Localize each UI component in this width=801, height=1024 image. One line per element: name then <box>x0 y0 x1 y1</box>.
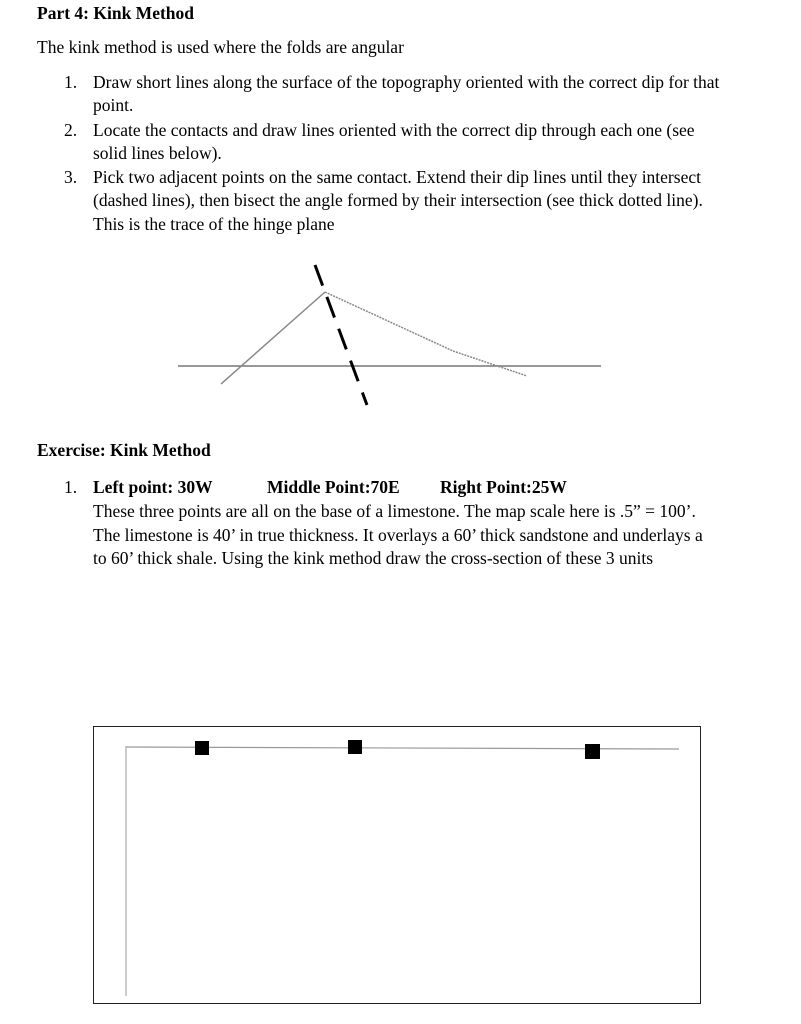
exercise-heading: Exercise: Kink Method <box>37 440 211 460</box>
exercise-cross-section-box <box>94 727 701 1004</box>
intro-text: The kink method is used where the folds are angular <box>37 37 404 57</box>
right-point-marker <box>585 744 600 759</box>
left-point-marker <box>195 741 209 755</box>
middle-point-marker <box>348 740 362 754</box>
exercise-number: 1. <box>64 477 78 497</box>
step-text: point. <box>93 95 134 115</box>
right-dip-dashed-line <box>325 292 527 376</box>
exercise-text: The limestone is 40’ in true thickness. It overlays a 60’ thick sandstone and underlays a <box>93 525 703 545</box>
section-heading: Part 4: Kink Method <box>37 3 195 23</box>
step-number: 1. <box>64 72 78 92</box>
step-text: Pick two adjacent points on the same contact. Extend their dip lines until they intersect <box>93 167 701 187</box>
exercise-text: These three points are all on the base of a limestone. The map scale here is .5” = 100’. <box>93 501 696 521</box>
kink-method-diagram <box>178 265 601 405</box>
left-dip-line <box>221 292 325 384</box>
step-text: solid lines below). <box>93 143 222 163</box>
step-text: (dashed lines), then bisect the angle formed by their intersection (see thick dotted line). <box>93 190 703 210</box>
step-number: 3. <box>64 167 78 187</box>
step-text: Locate the contacts and draw lines oriented with the correct dip through each one (see <box>93 120 695 140</box>
right-point-label: Right Point:25W <box>440 477 567 497</box>
step-text: Draw short lines along the surface of the topography oriented with the correct dip for that <box>93 72 720 92</box>
exercise-text: to 60’ thick shale. Using the kink method draw the cross-section of these 3 units <box>93 548 654 568</box>
step-text: This is the trace of the hinge plane <box>93 214 335 234</box>
hinge-trace-thick-dashed <box>315 265 367 405</box>
left-point-label: Left point: 30W <box>93 477 213 497</box>
step-number: 2. <box>64 120 78 140</box>
middle-point-label: Middle Point:70E <box>267 477 400 497</box>
